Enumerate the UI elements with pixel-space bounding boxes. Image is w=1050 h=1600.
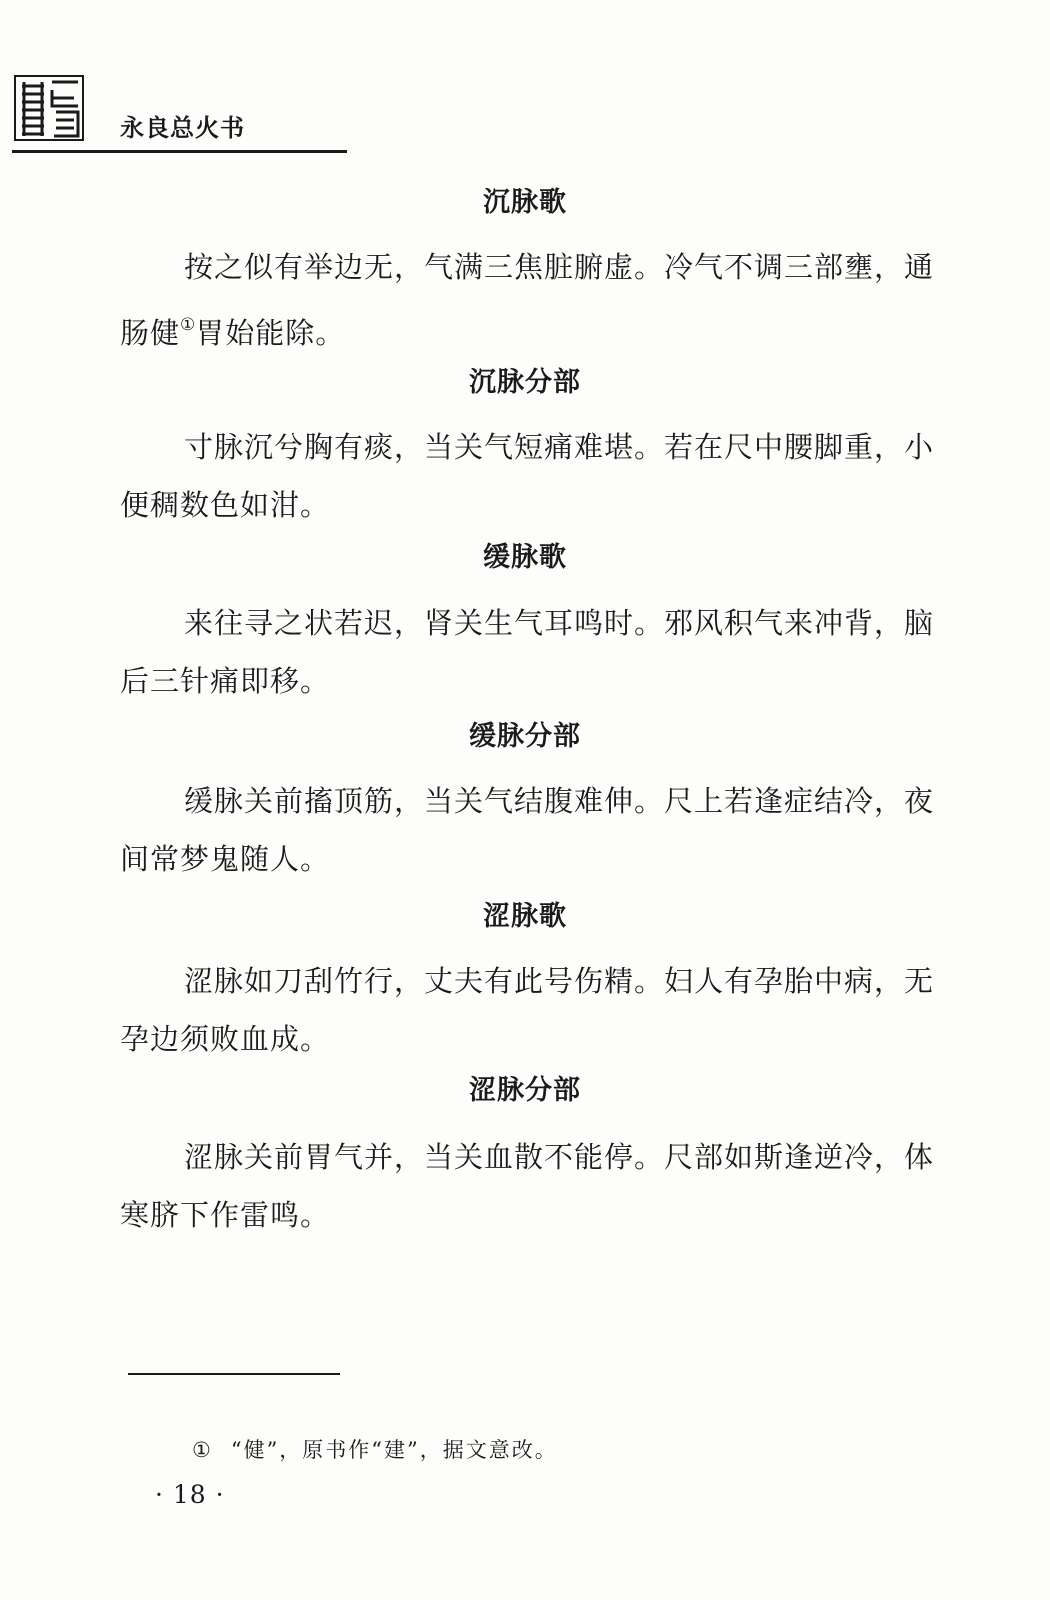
page-number: · 18 ·	[155, 1480, 225, 1509]
footnote-text: “健”，原书作“建”，据文意改。	[230, 1438, 558, 1462]
footnote-number: ①	[192, 1438, 213, 1462]
book-title: 永良总火书	[120, 114, 245, 142]
verse-text: 按之似有举边无，气满三焦脏腑虚。冷气不调三部壅，通肠健	[120, 250, 935, 350]
verse-paragraph	[120, 238, 960, 362]
header-rule	[12, 150, 347, 153]
verse-paragraph: 寸脉沉兮胸有痰，当关气短痛难堪。若在尺中腰脚重，小便稠数色如泔。	[120, 430, 935, 522]
verse-paragraph: 缓脉关前搐顶筋，当关气结腹难伸。尺上若逢症结冷，夜间常梦鬼随人。	[120, 784, 935, 876]
verse-text: 胃始能除。	[195, 316, 346, 350]
section-heading: 沉脉分部	[469, 367, 581, 398]
section-heading: 涩脉歌	[483, 901, 567, 932]
section-heading: 缓脉歌	[483, 542, 567, 573]
footnote-rule	[128, 1373, 340, 1375]
verse-paragraph: 涩脉关前胃气并，当关血散不能停。尺部如斯逢逆冷，体寒脐下作雷鸣。	[120, 1140, 935, 1232]
section-heading: 缓脉分部	[469, 721, 581, 752]
running-header	[12, 72, 347, 158]
footnote-marker: ①	[180, 315, 196, 335]
verse-paragraph: 涩脉如刀刮竹行，丈夫有此号伤精。妇人有孕胎中病，无孕边须败血成。	[120, 964, 935, 1056]
verse-paragraph: 来往寻之状若迟，肾关生气耳鸣时。邪风积气来冲背，脑后三针痛即移。	[120, 606, 935, 698]
section-heading: 涩脉分部	[469, 1075, 581, 1106]
seal-logo	[12, 72, 86, 144]
section-heading: 沉脉歌	[483, 187, 567, 218]
footnote	[192, 1434, 558, 1464]
